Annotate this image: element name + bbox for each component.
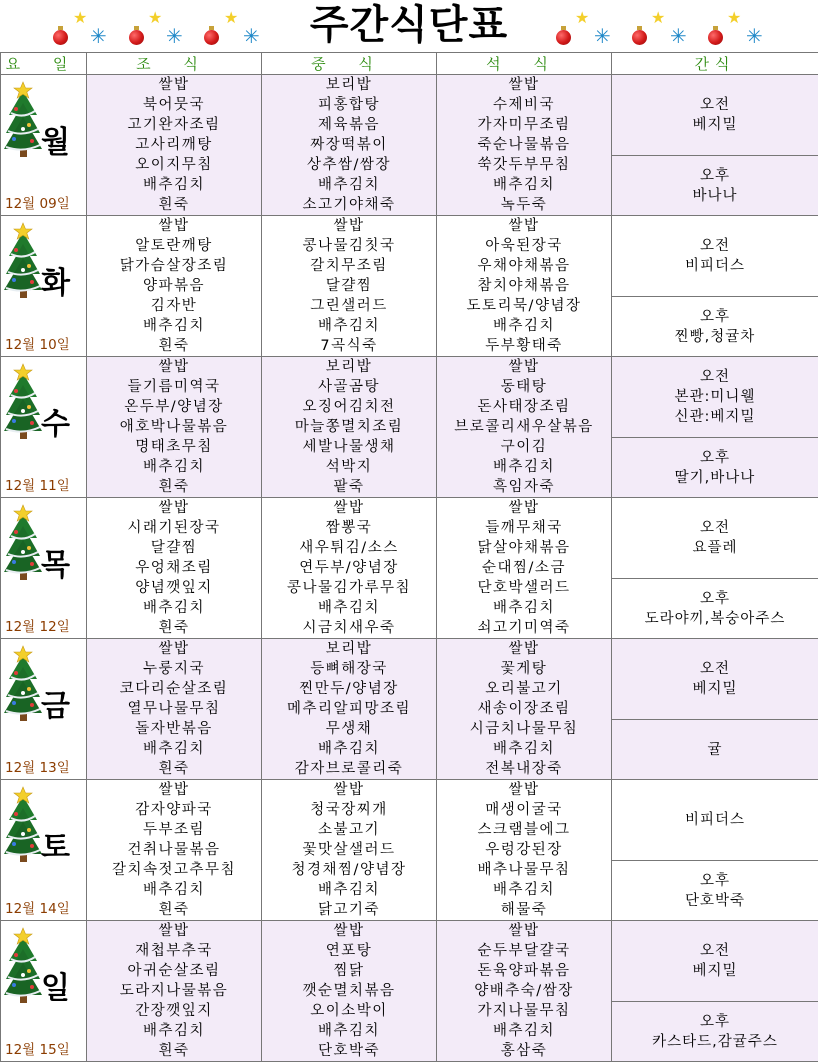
snack-am-cell (612, 357, 818, 438)
star-icon: ★ (651, 10, 665, 26)
menu-item: 흰죽 (87, 759, 261, 779)
menu-item: 단호박샐러드 (437, 578, 611, 598)
breakfast-cell (87, 357, 262, 498)
day-cell (1, 498, 87, 639)
dinner-cell (437, 75, 612, 216)
day-date: 12월 10일 (5, 333, 70, 353)
menu-item: 배추김치 (262, 598, 436, 618)
day-row (1, 780, 818, 861)
star-icon: ★ (727, 10, 741, 26)
menu-item: 신관:베지밀 (612, 407, 818, 427)
snack-am-cell (612, 216, 818, 297)
menu-item: 명태초무침 (87, 437, 261, 457)
star-icon: ★ (575, 10, 589, 26)
header-day: 요 일 (1, 53, 87, 75)
christmas-tree-icon (3, 645, 43, 725)
menu-item: 쌀밥 (87, 921, 261, 941)
menu-item: 녹두죽 (437, 195, 611, 215)
snack-pm-cell (612, 579, 818, 639)
menu-item: 석박지 (262, 457, 436, 477)
menu-item: 흰죽 (87, 1041, 261, 1061)
snack-pm-cell (612, 438, 818, 498)
menu-item: 보리밥 (262, 357, 436, 377)
menu-item: 오후 (612, 1012, 818, 1032)
menu-item: 배추김치 (437, 598, 611, 618)
dinner-cell (437, 498, 612, 639)
menu-item: 닭고기죽 (262, 900, 436, 920)
day-cell (1, 216, 87, 357)
menu-item: 제육볶음 (262, 115, 436, 135)
menu-item: 연포탕 (262, 941, 436, 961)
menu-item: 간장깻잎지 (87, 1001, 261, 1021)
menu-item: 소불고기 (262, 820, 436, 840)
menu-item: 요플레 (612, 538, 818, 558)
menu-item: 팥죽 (262, 477, 436, 497)
menu-item: 오전 (612, 236, 818, 256)
menu-item: 콩나물김칫국 (262, 236, 436, 256)
menu-item: 배추김치 (87, 175, 261, 195)
star-icon: ★ (73, 10, 87, 26)
menu-item: 쌀밥 (437, 780, 611, 800)
menu-item: 오이지무침 (87, 155, 261, 175)
menu-item: 콩나물김가루무침 (262, 578, 436, 598)
menu-item: 구이김 (437, 437, 611, 457)
menu-item: 재첩부추국 (87, 941, 261, 961)
menu-item: 오전 (612, 659, 818, 679)
day-date: 12월 15일 (5, 1038, 70, 1058)
menu-item: 감자양파국 (87, 800, 261, 820)
day-row (1, 75, 818, 156)
menu-item: 쌀밥 (262, 780, 436, 800)
lunch-cell (262, 498, 437, 639)
lunch-cell (262, 921, 437, 1062)
menu-item: 오후 (612, 166, 818, 186)
breakfast-cell (87, 921, 262, 1062)
menu-item: 등뼈해장국 (262, 659, 436, 679)
menu-item: 마늘쫑멸치조림 (262, 417, 436, 437)
menu-item: 감자브로콜리죽 (262, 759, 436, 779)
snack-am-cell (612, 75, 818, 156)
menu-item: 오리불고기 (437, 679, 611, 699)
menu-item: 배추김치 (87, 457, 261, 477)
menu-item: 열무나물무침 (87, 699, 261, 719)
menu-item: 동태탕 (437, 377, 611, 397)
header-lunch: 중 식 (262, 53, 437, 75)
menu-item: 양배추숙/쌈장 (437, 981, 611, 1001)
day-label: 토 (41, 822, 70, 866)
header-snack: 간식 (612, 53, 818, 75)
menu-item: 전복내장죽 (437, 759, 611, 779)
snowflake-icon: ✳ (166, 26, 183, 46)
menu-item: 도라지나물볶음 (87, 981, 261, 1001)
menu-item: 해물죽 (437, 900, 611, 920)
menu-item: 무생채 (262, 719, 436, 739)
menu-item: 보리밥 (262, 639, 436, 659)
menu-item: 딸기,바나나 (612, 468, 818, 488)
menu-item: 귤 (612, 740, 818, 760)
menu-item: 흰죽 (87, 477, 261, 497)
menu-item: 배추김치 (437, 316, 611, 336)
menu-item: 흰죽 (87, 618, 261, 638)
menu-item: 쌀밥 (262, 921, 436, 941)
christmas-tree-icon (3, 927, 43, 1007)
day-row (1, 498, 818, 579)
dinner-cell (437, 921, 612, 1062)
menu-item: 쌀밥 (87, 780, 261, 800)
header-dinner: 석 식 (437, 53, 612, 75)
day-date: 12월 11일 (5, 474, 70, 494)
snowflake-icon: ✳ (243, 26, 260, 46)
snack-pm-cell (612, 297, 818, 357)
lunch-cell (262, 357, 437, 498)
menu-item: 베지밀 (612, 679, 818, 699)
menu-item: 오후 (612, 871, 818, 891)
menu-item: 쌀밥 (87, 216, 261, 236)
menu-item: 두부조림 (87, 820, 261, 840)
christmas-tree-icon (3, 363, 43, 443)
day-row (1, 921, 818, 1002)
menu-item: 쌀밥 (87, 498, 261, 518)
day-label: 수 (41, 399, 70, 443)
snack-am-cell (612, 639, 818, 720)
menu-item: 아욱된장국 (437, 236, 611, 256)
menu-item: 수제비국 (437, 95, 611, 115)
day-cell (1, 639, 87, 780)
menu-item: 오전 (612, 367, 818, 387)
day-row (1, 639, 818, 720)
menu-item: 오후 (612, 448, 818, 468)
ornament-icon (632, 30, 647, 45)
menu-item: 피홍합탕 (262, 95, 436, 115)
menu-item: 배추김치 (437, 457, 611, 477)
menu-item: 그린샐러드 (262, 296, 436, 316)
menu-item: 배추김치 (87, 739, 261, 759)
menu-item: 비피더스 (612, 256, 818, 276)
breakfast-cell (87, 216, 262, 357)
snack-pm-cell (612, 156, 818, 216)
christmas-tree-icon (3, 786, 43, 866)
menu-item: 흰죽 (87, 900, 261, 920)
day-date: 12월 12일 (5, 615, 70, 635)
menu-item: 배추김치 (87, 880, 261, 900)
snack-am-cell (612, 921, 818, 1002)
dinner-cell (437, 639, 612, 780)
menu-item: 김자반 (87, 296, 261, 316)
menu-item: 배추김치 (87, 598, 261, 618)
menu-item: 베지밀 (612, 961, 818, 981)
menu-item: 우렁강된장 (437, 840, 611, 860)
christmas-tree-icon (3, 81, 43, 161)
menu-item: 7곡식죽 (262, 336, 436, 356)
day-row (1, 357, 818, 438)
menu-item: 흰죽 (87, 336, 261, 356)
menu-item: 꽃게탕 (437, 659, 611, 679)
day-cell (1, 75, 87, 216)
menu-item: 누룽지국 (87, 659, 261, 679)
menu-item: 찐빵,청귤차 (612, 327, 818, 347)
menu-item: 고사리깨탕 (87, 135, 261, 155)
snowflake-icon: ✳ (670, 26, 687, 46)
snack-pm-cell (612, 720, 818, 780)
menu-item: 돈육양파볶음 (437, 961, 611, 981)
day-row (1, 216, 818, 297)
menu-item: 연두부/양념장 (262, 558, 436, 578)
menu-item: 홍삼죽 (437, 1041, 611, 1061)
snowflake-icon: ✳ (90, 26, 107, 46)
menu-item: 쌀밥 (437, 921, 611, 941)
menu-item: 애호박나물볶음 (87, 417, 261, 437)
snowflake-icon: ✳ (594, 26, 611, 46)
christmas-tree-icon (3, 504, 43, 584)
menu-item: 배추김치 (262, 739, 436, 759)
menu-item: 알토란깨탕 (87, 236, 261, 256)
table-header-row (1, 53, 818, 75)
menu-item: 배추김치 (87, 316, 261, 336)
menu-item: 메추리알피망조림 (262, 699, 436, 719)
day-label: 금 (41, 681, 70, 725)
menu-item: 도라야끼,복숭아주스 (612, 609, 818, 629)
menu-item: 청국장찌개 (262, 800, 436, 820)
menu-item: 베지밀 (612, 115, 818, 135)
header-breakfast: 조 식 (87, 53, 262, 75)
menu-item: 오후 (612, 589, 818, 609)
menu-item: 가지나물무침 (437, 1001, 611, 1021)
menu-item: 소고기야채죽 (262, 195, 436, 215)
menu-item: 단호박죽 (262, 1041, 436, 1061)
christmas-tree-icon (3, 222, 43, 302)
menu-item: 배추김치 (437, 739, 611, 759)
lunch-cell (262, 75, 437, 216)
menu-item: 쌀밥 (437, 639, 611, 659)
day-label: 화 (41, 258, 70, 302)
menu-item: 달걀찜 (87, 538, 261, 558)
menu-item: 본관:미니웰 (612, 387, 818, 407)
breakfast-cell (87, 75, 262, 216)
menu-item: 흰죽 (87, 195, 261, 215)
menu-item: 오징어김치전 (262, 397, 436, 417)
menu-item: 배추김치 (87, 1021, 261, 1041)
menu-item: 코다리순살조림 (87, 679, 261, 699)
menu-item: 쌀밥 (262, 216, 436, 236)
menu-item: 참치야채볶음 (437, 276, 611, 296)
menu-item: 세발나물생채 (262, 437, 436, 457)
menu-item: 시금치나물무침 (437, 719, 611, 739)
breakfast-cell (87, 498, 262, 639)
menu-item: 짜장떡볶이 (262, 135, 436, 155)
day-cell (1, 357, 87, 498)
menu-item: 쌀밥 (87, 75, 261, 95)
menu-item: 배추김치 (262, 316, 436, 336)
menu-item: 닭살야채볶음 (437, 538, 611, 558)
ornament-icon (556, 30, 571, 45)
menu-item: 비피더스 (612, 810, 818, 830)
menu-item: 쌀밥 (437, 75, 611, 95)
menu-item: 짬뽕국 (262, 518, 436, 538)
menu-item: 오후 (612, 307, 818, 327)
menu-item: 쌀밥 (87, 639, 261, 659)
menu-item: 스크램블에그 (437, 820, 611, 840)
day-date: 12월 14일 (5, 897, 70, 917)
menu-item: 들기름미역국 (87, 377, 261, 397)
menu-item: 쌀밥 (437, 357, 611, 377)
menu-item: 순대찜/소금 (437, 558, 611, 578)
day-label: 일 (41, 963, 70, 1007)
menu-item: 양파볶음 (87, 276, 261, 296)
menu-item: 배추김치 (437, 880, 611, 900)
snack-am-cell (612, 498, 818, 579)
menu-item: 쑥갓두부무침 (437, 155, 611, 175)
lunch-cell (262, 216, 437, 357)
menu-item: 배추김치 (262, 1021, 436, 1041)
menu-item: 찜닭 (262, 961, 436, 981)
menu-item: 새송이장조림 (437, 699, 611, 719)
menu-item: 들깨무채국 (437, 518, 611, 538)
menu-item: 배추김치 (262, 175, 436, 195)
menu-item: 배추김치 (437, 1021, 611, 1041)
menu-item: 오전 (612, 518, 818, 538)
menu-item: 고기완자조림 (87, 115, 261, 135)
weekly-menu-table (0, 52, 818, 1062)
day-label: 목 (41, 540, 70, 584)
menu-item: 온두부/양념장 (87, 397, 261, 417)
day-date: 12월 13일 (5, 756, 70, 776)
day-cell (1, 921, 87, 1062)
menu-item: 양념깻잎지 (87, 578, 261, 598)
menu-item: 청경채찜/양념장 (262, 860, 436, 880)
menu-item: 죽순나물볶음 (437, 135, 611, 155)
breakfast-cell (87, 780, 262, 921)
page-title: 주간식단표 (0, 0, 818, 50)
menu-item: 쌀밥 (262, 498, 436, 518)
menu-item: 오전 (612, 95, 818, 115)
menu-item: 시래기된장국 (87, 518, 261, 538)
menu-item: 쇠고기미역죽 (437, 618, 611, 638)
menu-item: 꽃맛살샐러드 (262, 840, 436, 860)
menu-item: 도토리묵/양념장 (437, 296, 611, 316)
day-date: 12월 09일 (5, 192, 70, 212)
dinner-cell (437, 780, 612, 921)
day-cell (1, 780, 87, 921)
menu-item: 시금치새우죽 (262, 618, 436, 638)
menu-item: 우엉채조림 (87, 558, 261, 578)
menu-item: 건취나물볶음 (87, 840, 261, 860)
menu-item: 닭가슴살장조림 (87, 256, 261, 276)
menu-item: 찐만두/양념장 (262, 679, 436, 699)
menu-item: 카스타드,감귤주스 (612, 1032, 818, 1052)
menu-item: 깻순멸치볶음 (262, 981, 436, 1001)
star-icon: ★ (224, 10, 238, 26)
breakfast-cell (87, 639, 262, 780)
menu-item: 쌀밥 (437, 498, 611, 518)
menu-item: 순두부달걀국 (437, 941, 611, 961)
menu-item: 사골곰탕 (262, 377, 436, 397)
snack-am-cell (612, 780, 818, 861)
menu-item: 바나나 (612, 186, 818, 206)
menu-item: 갈치속젓고추무침 (87, 860, 261, 880)
menu-item: 갈치무조림 (262, 256, 436, 276)
menu-item: 쌀밥 (437, 216, 611, 236)
dinner-cell (437, 357, 612, 498)
menu-item: 돈사태장조림 (437, 397, 611, 417)
lunch-cell (262, 639, 437, 780)
menu-item: 상추쌈/쌈장 (262, 155, 436, 175)
menu-item: 배추나물무침 (437, 860, 611, 880)
star-icon: ★ (148, 10, 162, 26)
menu-item: 돌자반볶음 (87, 719, 261, 739)
menu-item: 가자미무조림 (437, 115, 611, 135)
menu-item: 단호박죽 (612, 891, 818, 911)
snack-pm-cell (612, 861, 818, 921)
menu-item: 브로콜리새우살볶음 (437, 417, 611, 437)
menu-item: 흑임자죽 (437, 477, 611, 497)
lunch-cell (262, 780, 437, 921)
menu-item: 쌀밥 (87, 357, 261, 377)
snowflake-icon: ✳ (746, 26, 763, 46)
menu-item: 배추김치 (262, 880, 436, 900)
menu-item: 오이소박이 (262, 1001, 436, 1021)
menu-item: 보리밥 (262, 75, 436, 95)
menu-item: 우채야채볶음 (437, 256, 611, 276)
day-label: 월 (41, 117, 70, 161)
menu-item: 배추김치 (437, 175, 611, 195)
page-header (0, 0, 818, 52)
menu-item: 북어뭇국 (87, 95, 261, 115)
snack-pm-cell (612, 1002, 818, 1062)
menu-item: 새우튀김/소스 (262, 538, 436, 558)
menu-item: 오전 (612, 941, 818, 961)
menu-item: 매생이굴국 (437, 800, 611, 820)
ornament-icon (708, 30, 723, 45)
dinner-cell (437, 216, 612, 357)
menu-item: 달걀찜 (262, 276, 436, 296)
menu-item: 아귀순살조림 (87, 961, 261, 981)
menu-item: 두부황태죽 (437, 336, 611, 356)
